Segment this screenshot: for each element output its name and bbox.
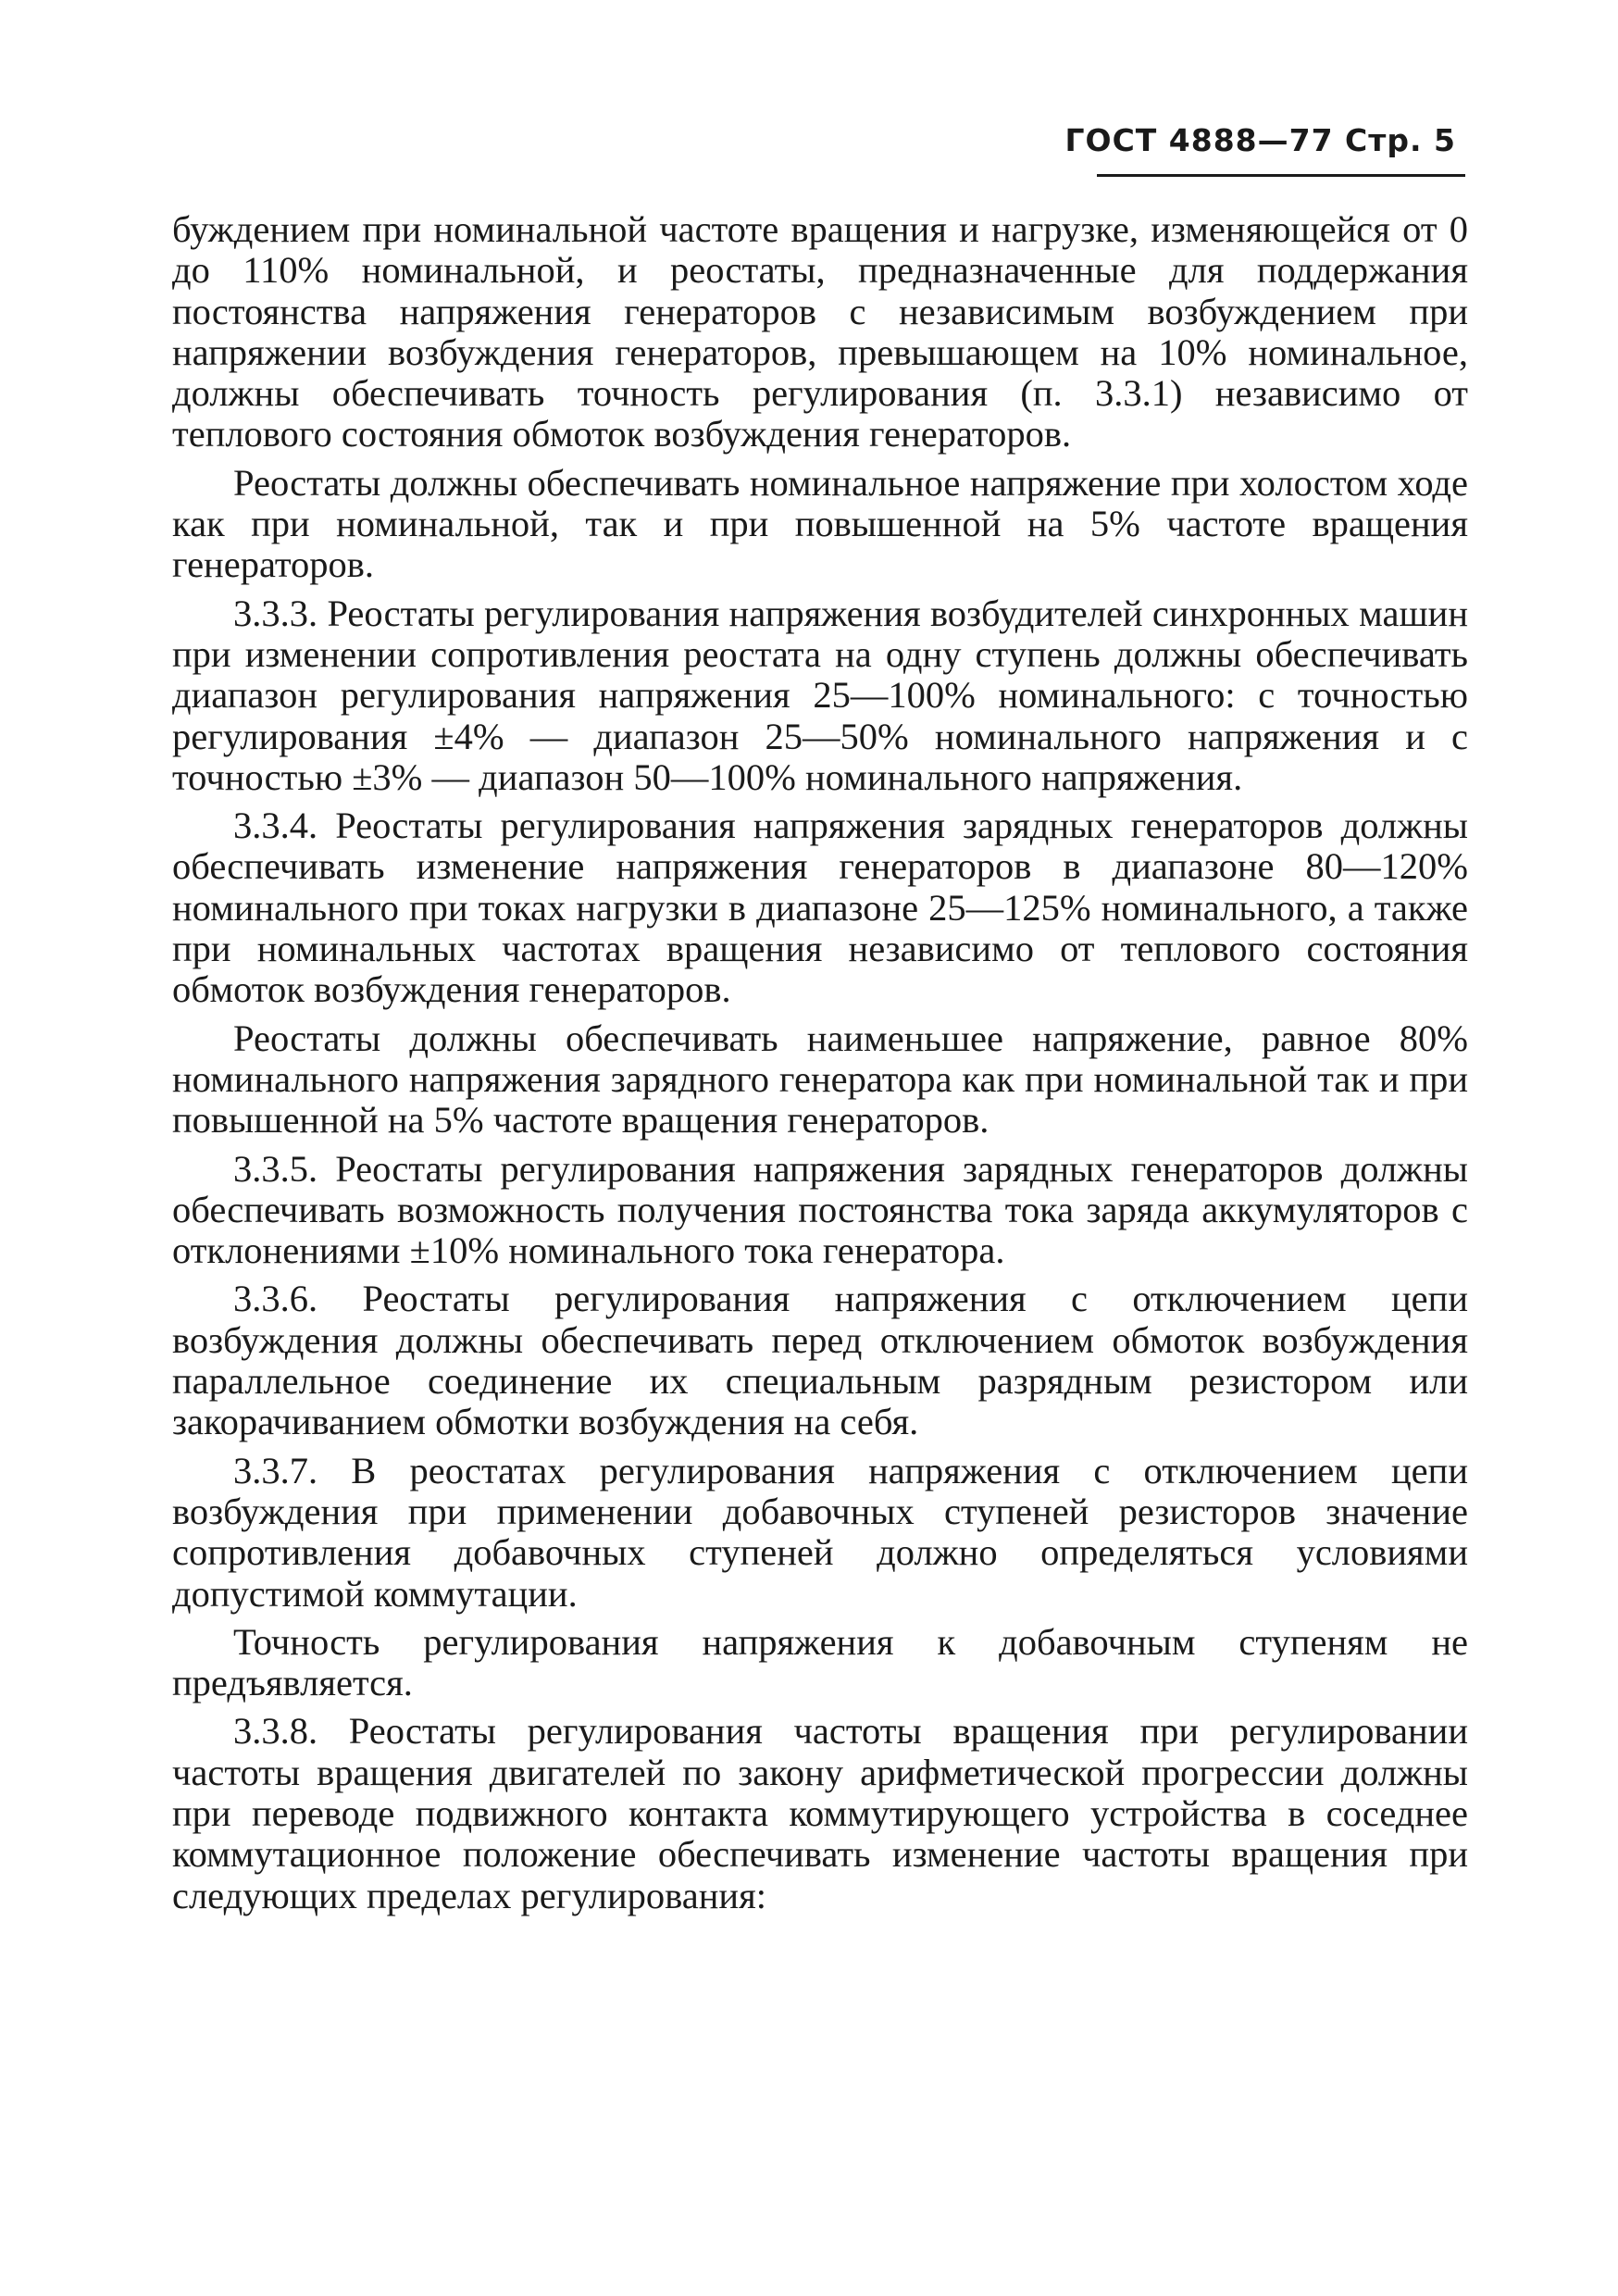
paragraph-3-3-7: 3.3.7. В реостатах регулирования напряжения с отключением цепи возбуждения при применении добавочных ступеней резисторов значение сопротивления добавочных ступеней должно определяться условиями допустимой коммутации. bbox=[172, 1449, 1468, 1615]
page-header bbox=[1064, 119, 1465, 177]
paragraph-3-3-6: 3.3.6. Реостаты регулирования напряжения с отключением цепи возбуждения должны обеспечивать перед отключением обмоток возбуждения параллельное соединение их специальным разрядным резистором или закорачиванием обмотки возбуждения на себя. bbox=[172, 1278, 1468, 1443]
paragraph-3-3-4: 3.3.4. Реостаты регулирования напряжения зарядных генераторов должны обеспечивать изменение напряжения генераторов в диапазоне 80—120% номинального при токах нагрузки в диапазоне 25—125% номинального, а также при номинальных частотах вращения независимо от теплового состояния обмоток возбуждения генераторов. bbox=[172, 805, 1468, 1011]
paragraph-continuation: буждением при номинальной частоте вращения и нагрузке, изменяющейся от 0 до 110% номинальной, и реостаты, предназначенные для поддержания постоянства напряжения генераторов с независимым возбуждением при напряжении возбуждения генераторов, превышающем на 10% номинальное, должны обеспечивать точность регулирования (п. 3.3.1) независимо от теплового состояния обмоток возбуждения генераторов. bbox=[172, 208, 1468, 455]
paragraph-3-3-8: 3.3.8. Реостаты регулирования частоты вращения при регулировании частоты вращения двигателей по закону арифметической прогрессии должны при переводе подвижного контакта коммутирующего устройства в соседнее коммутационное положение обеспечивать изменение частоты вращения при следующих пределах регулирования: bbox=[172, 1710, 1468, 1916]
paragraph-3-3-3: 3.3.3. Реостаты регулирования напряжения возбудителей синхронных машин при изменении сопротивления реостата на одну ступень должны обеспечивать диапазон регулирования напряжения 25—100% номинального: с точностью регулирования ±4% — диапазон 25—50% номинального напряжения и с точностью ±3% — диапазон 50—100% номинального напряжения. bbox=[172, 592, 1468, 798]
running-title: ГОСТ 4888—77 Стр. 5 bbox=[1064, 122, 1456, 158]
document-body bbox=[172, 209, 1468, 1916]
paragraph-rheostat-idle: Реостаты должны обеспечивать номинальное напряжение при холостом ходе как при номинальной, так и при повышенной на 5% частоте вращения генераторов. bbox=[172, 461, 1468, 586]
paragraph-min-voltage: Реостаты должны обеспечивать наименьшее напряжение, равное 80% номинального напряжения зарядного генератора как при номинальной так и при повышенной на 5% частоте вращения генераторов. bbox=[172, 1017, 1468, 1142]
paragraph-accuracy-note: Точность регулирования напряжения к добавочным ступеням не предъявляется. bbox=[172, 1620, 1468, 1704]
paragraph-3-3-5: 3.3.5. Реостаты регулирования напряжения зарядных генераторов должны обеспечивать возможность получения постоянства тока заряда аккумуляторов с отклонениями ±10% номинального тока генератора. bbox=[172, 1147, 1468, 1272]
